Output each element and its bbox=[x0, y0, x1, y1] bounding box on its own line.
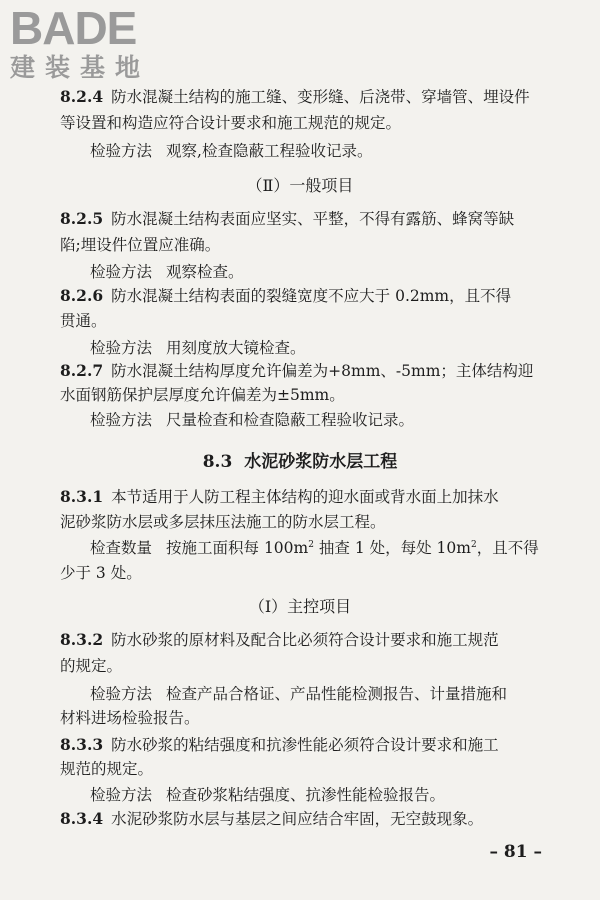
clause-8-2-6-method bbox=[90, 337, 306, 359]
logo-mark: BADE bbox=[10, 2, 137, 54]
method-text: 检查砂浆粘结强度、抗渗性能检验报告。 bbox=[166, 786, 446, 804]
clause-8-3-3-line1 bbox=[60, 734, 499, 756]
bade-logo bbox=[10, 4, 150, 82]
clause-number: 8.2.7 bbox=[60, 361, 104, 380]
method-label: 检验方法 bbox=[90, 339, 153, 357]
method-text: 观察,检查隐蔽工程验收记录。 bbox=[166, 142, 373, 160]
method-text: 观察检查。 bbox=[166, 263, 244, 281]
clause-8-3-2-line2: 的规定。 bbox=[60, 657, 123, 675]
clause-8-2-7-method bbox=[90, 409, 414, 431]
clause-8-3-3-line2: 规范的规定。 bbox=[60, 760, 154, 778]
page-number: – 81 – bbox=[489, 842, 542, 862]
method-text: 尺量检查和检查隐蔽工程验收记录。 bbox=[166, 411, 415, 429]
clause-number: 8.2.6 bbox=[60, 286, 104, 305]
quantity-text: 抽查 1 处，每处 10m bbox=[313, 539, 471, 557]
clause-8-2-7-line1 bbox=[60, 360, 533, 382]
subheading-general-items: （Ⅱ）一般项目 bbox=[246, 176, 354, 195]
logo-subtitle: 建装基地 bbox=[10, 53, 151, 82]
method-label: 检验方法 bbox=[90, 685, 153, 703]
clause-8-3-1-quantity bbox=[90, 537, 539, 559]
clause-number: 8.3.4 bbox=[60, 809, 104, 828]
clause-text: 防水混凝土结构的施工缝、变形缝、后浇带、穿墙管、埋设件 bbox=[111, 88, 530, 106]
clause-8-3-3-method bbox=[90, 784, 445, 806]
clause-8-3-2-method-line2: 材料进场检验报告。 bbox=[60, 709, 200, 727]
clause-text: 防水混凝土结构厚度允许偏差为+8mm、-5mm；主体结构迎 bbox=[111, 362, 534, 380]
method-label: 检验方法 bbox=[90, 411, 153, 429]
method-label: 检验方法 bbox=[90, 142, 153, 160]
clause-8-2-6-line1 bbox=[60, 285, 511, 307]
clause-number: 8.3.3 bbox=[60, 735, 104, 754]
clause-8-2-5-line2: 陷;埋设件位置应准确。 bbox=[60, 236, 221, 254]
method-label: 检验方法 bbox=[90, 786, 153, 804]
clause-text: 防水砂浆的原材料及配合比必须符合设计要求和施工规范 bbox=[111, 631, 499, 649]
clause-8-2-4-method bbox=[90, 140, 372, 162]
clause-number: 8.2.4 bbox=[60, 87, 104, 106]
quantity-label: 检查数量 bbox=[90, 539, 153, 557]
clause-text: 防水混凝土结构表面应坚实、平整，不得有露筋、蜂窝等缺 bbox=[111, 210, 515, 228]
method-text: 检查产品合格证、产品性能检测报告、计量措施和 bbox=[166, 685, 508, 703]
clause-text: 防水砂浆的粘结强度和抗渗性能必须符合设计要求和施工 bbox=[111, 736, 499, 754]
clause-8-2-7-line2: 水面钢筋保护层厚度允许偏差为±5mm。 bbox=[60, 386, 345, 404]
clause-8-2-6-line2: 贯通。 bbox=[60, 312, 107, 330]
clause-number: 8.2.5 bbox=[60, 209, 104, 228]
clause-8-2-5-method bbox=[90, 261, 244, 283]
clause-number: 8.3.2 bbox=[60, 630, 104, 649]
method-label: 检验方法 bbox=[90, 263, 153, 281]
quantity-text: 按施工面积每 100m bbox=[166, 539, 309, 557]
clause-8-2-4-line1 bbox=[60, 86, 530, 108]
superscript: 2 bbox=[470, 539, 477, 550]
clause-8-3-2-method bbox=[90, 683, 507, 705]
clause-8-3-1-quantity-line2: 少于 3 处。 bbox=[60, 564, 142, 582]
clause-text: 水泥砂浆防水层与基层之间应结合牢固，无空鼓现象。 bbox=[111, 810, 484, 828]
clause-8-2-4-line2: 等设置和构造应符合设计要求和施工规范的规定。 bbox=[60, 114, 402, 132]
clause-text: 本节适用于人防工程主体结构的迎水面或背水面上加抹水 bbox=[111, 488, 499, 506]
clause-8-3-2-line1 bbox=[60, 629, 499, 651]
clause-8-2-5-line1 bbox=[60, 208, 514, 230]
section-number: 8.3 bbox=[202, 452, 233, 472]
clause-8-3-1-line2: 泥砂浆防水层或多层抹压法施工的防水层工程。 bbox=[60, 513, 386, 531]
superscript: 2 bbox=[308, 539, 314, 550]
subheading-main-items: （Ⅰ）主控项目 bbox=[248, 597, 352, 616]
quantity-text: ，且不得 bbox=[476, 539, 539, 557]
method-text: 用刻度放大镜检查。 bbox=[166, 339, 306, 357]
clause-text: 防水混凝土结构表面的裂缝宽度不应大于 0.2mm，且不得 bbox=[111, 287, 512, 305]
clause-8-3-4-line1 bbox=[60, 808, 483, 830]
section-title: 水泥砂浆防水层工程 bbox=[244, 452, 398, 472]
clause-number: 8.3.1 bbox=[60, 487, 104, 506]
section-heading-8-3 bbox=[0, 447, 600, 472]
clause-8-3-1-line1 bbox=[60, 486, 499, 508]
